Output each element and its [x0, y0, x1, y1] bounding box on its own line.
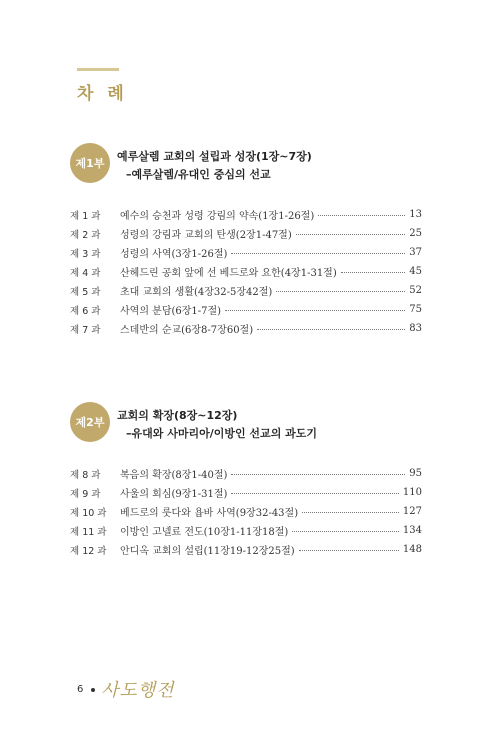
lesson-page: 25	[409, 228, 422, 239]
lesson-page: 52	[409, 285, 422, 296]
lesson-row[interactable]	[70, 224, 422, 243]
lesson-row[interactable]	[70, 319, 422, 338]
lesson-row[interactable]	[70, 281, 422, 300]
part-subtitle: –유대와 사마리아/이방인 선교의 과도기	[126, 427, 318, 440]
lesson-page: 95	[409, 468, 422, 479]
dot-leader	[231, 253, 405, 254]
part-subtitle: –예루살렘/유대인 중심의 선교	[126, 168, 271, 181]
part-title: 예루살렘 교회의 설립과 성장(1장~7장)	[117, 150, 312, 163]
lesson-title: 성령의 강림과 교회의 탄생(2장1-47절)	[120, 230, 292, 241]
dot-leader	[225, 310, 405, 311]
title-rule	[77, 68, 119, 71]
lesson-number: 제 11 과	[70, 526, 107, 538]
dot-leader	[276, 291, 405, 292]
lesson-title: 성령의 사역(3장1-26절)	[120, 249, 228, 260]
lesson-title: 사울의 회심(9장1-31절)	[120, 489, 228, 500]
lesson-number: 제 2 과	[70, 229, 101, 241]
lesson-number: 제 9 과	[70, 488, 101, 500]
lesson-title: 안디옥 교회의 설립(11장19-12장25절)	[120, 546, 295, 557]
lesson-number: 제 8 과	[70, 469, 101, 481]
part-title: 교회의 확장(8장~12장)	[117, 409, 238, 422]
lesson-row[interactable]	[70, 521, 422, 540]
lesson-row[interactable]	[70, 483, 422, 502]
lesson-list-1	[70, 205, 422, 338]
lesson-page: 75	[409, 304, 422, 315]
dot-leader	[341, 272, 406, 273]
lesson-title: 스데반의 순교(6장8-7장60절)	[120, 325, 254, 336]
lesson-title: 사역의 분담(6장1-7절)	[120, 306, 222, 317]
lesson-page: 127	[402, 506, 422, 517]
lesson-title: 복음의 확장(8장1-40절)	[120, 470, 228, 481]
lesson-title: 산헤드린 공회 앞에 선 베드로와 요한(4장1-31절)	[120, 268, 337, 279]
lesson-page: 134	[402, 525, 422, 536]
dot-leader	[231, 474, 405, 475]
lesson-number: 제 10 과	[70, 507, 107, 519]
lesson-page: 45	[409, 266, 422, 277]
lesson-page: 37	[409, 247, 422, 258]
lesson-page: 13	[409, 209, 422, 220]
lesson-row[interactable]	[70, 464, 422, 483]
lesson-number: 제 12 과	[70, 545, 107, 557]
dot-leader	[231, 493, 398, 494]
lesson-number: 제 4 과	[70, 267, 101, 279]
lesson-row[interactable]	[70, 502, 422, 521]
dot-leader	[292, 531, 399, 532]
lesson-number: 제 3 과	[70, 248, 101, 260]
lesson-title: 예수의 승천과 성령 강림의 약속(1장1-26절)	[120, 211, 315, 222]
lesson-row[interactable]	[70, 540, 422, 559]
lesson-number: 제 1 과	[70, 210, 101, 222]
part-badge: 제1부	[70, 143, 110, 183]
dot-leader	[257, 329, 405, 330]
lesson-page: 83	[409, 323, 422, 334]
lesson-title: 베드로의 룻다와 욥바 사역(9장32-43절)	[120, 508, 299, 519]
dot-leader	[318, 215, 405, 216]
lesson-page: 110	[402, 487, 422, 498]
lesson-row[interactable]	[70, 205, 422, 224]
lesson-title: 이방인 고넬료 전도(10장1-11장18절)	[120, 527, 289, 538]
toc-title: 차 례	[77, 84, 128, 104]
lesson-row[interactable]	[70, 262, 422, 281]
dot-leader	[299, 550, 399, 551]
part-badge: 제2부	[70, 402, 110, 442]
lesson-title: 초대 교회의 생활(4장32-5장42절)	[120, 287, 273, 298]
bullet-separator	[91, 688, 95, 692]
dot-leader	[302, 512, 399, 513]
page-number: 6	[77, 684, 84, 695]
dot-leader	[296, 234, 406, 235]
lesson-row[interactable]	[70, 243, 422, 262]
lesson-page: 148	[402, 544, 422, 555]
lesson-list-2	[70, 464, 422, 559]
lesson-number: 제 5 과	[70, 286, 101, 298]
lesson-number: 제 6 과	[70, 305, 101, 317]
lesson-number: 제 7 과	[70, 324, 101, 336]
lesson-row[interactable]	[70, 300, 422, 319]
book-title-logo: 사도행전	[101, 680, 175, 701]
